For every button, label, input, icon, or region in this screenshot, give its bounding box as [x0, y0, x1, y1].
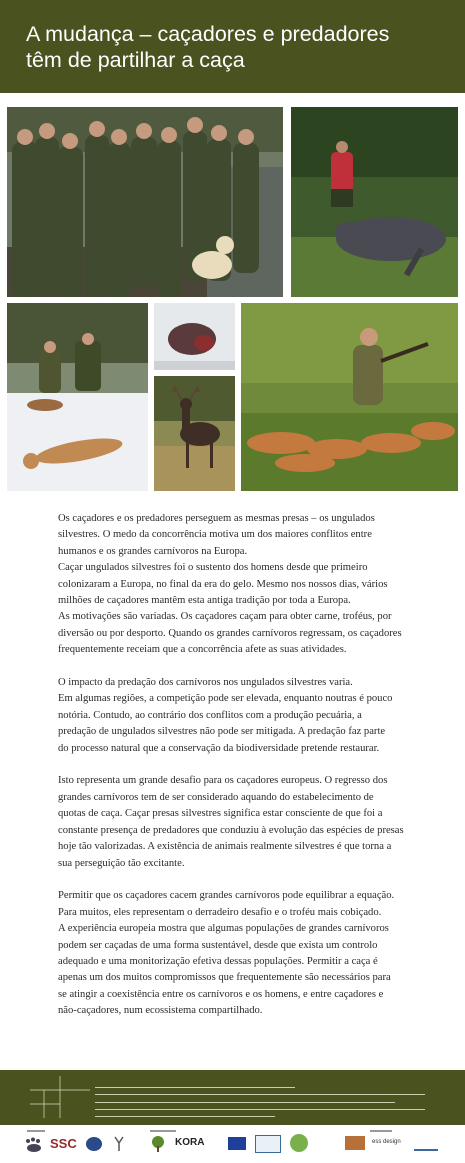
hunters-group-photo: [7, 107, 283, 297]
paragraph-hunting-carnivores: [58, 888, 414, 1019]
text-line: Os caçadores e os predadores perseguem as mesmas presas – os ungulados: [58, 513, 375, 524]
text-line: sua perseguição tão excitante.: [58, 857, 185, 869]
paragraph-competition: [58, 511, 414, 659]
life-logo: [255, 1135, 281, 1153]
eu-flag-icon: [228, 1137, 246, 1150]
text-line: colonizaram a Europa, no final da era do gelo. Mesmo nos nossos dias, vários: [58, 578, 388, 590]
text-line: notória. Contudo, ao contrário dos conflitos com a produção pecuária, a: [58, 709, 362, 721]
text-line: Permitir que os caçadores cacem grandes carnívoros pode equilibrar a equação.: [58, 890, 395, 902]
text-line: A experiência europeia mostra que algumas populações de grandes carnívoros: [58, 923, 389, 935]
logo-group-label: [370, 1130, 392, 1132]
text-line: humanos e os grandes carnívoros na Europa.: [58, 545, 248, 557]
text-line: Para muitos, eles representam o derradeiro desafio e o troféu mais cobiçado.: [58, 906, 382, 918]
ssc-logo: SSC: [50, 1136, 77, 1151]
text-line: não-caçadores, num ecossistema compartilhado.: [58, 1005, 263, 1017]
text-line: adequado e uma monitorização efetiva dessas populações. Permitir a caça é: [58, 955, 378, 967]
text-line: Em algumas regiões, a competição pode ser elevada, enquanto noutras é pouco: [58, 693, 393, 705]
hunters-with-lynx-photo: [7, 303, 148, 491]
text-line: hoje tão valorizadas. A existência de animais realmente silvestres é que torna a: [58, 841, 392, 853]
text-line: do processo natural que a conservação da biodiversidade pretende restaurar.: [58, 742, 380, 754]
page-title-line-1: A mudança – caçadores e predadores: [26, 22, 390, 46]
text-line: podem ser caçadas de uma forma sustentável, desde que exista um controlo: [58, 939, 378, 951]
text-line: apenas um dos muitos compromissos que frequentemente são necessários para: [58, 972, 391, 984]
footer-band: [0, 1070, 465, 1125]
ess-design-logo: ess design: [372, 1139, 401, 1145]
text-line: grandes carnívoros tem de ser considerado aquando do estabelecimento de: [58, 791, 374, 803]
text-line: quotas de caça. Caçar presas silvestres significa estar consciente de que foi a: [58, 808, 383, 820]
page-title-line-2: têm de partilhar a caça: [26, 48, 245, 72]
text-line: predação de ungulados silvestres não pode ser mitigada. A predação faz parte: [58, 726, 386, 738]
photo-credits: [95, 1081, 445, 1117]
text-line: diversão ou por desporto. Quando os grandes carnívoros regressam, os caçadores: [58, 627, 402, 639]
globe-logo: [290, 1134, 308, 1152]
partner-logos: [0, 1125, 465, 1163]
logo-group-label: [27, 1130, 45, 1132]
bloody-carcass-photo: [154, 303, 235, 370]
bridge-logo: [345, 1136, 365, 1150]
page-title: [26, 21, 389, 73]
text-line: milhões de caçadores mantêm esta antiga tradição por toda a Europa.: [58, 595, 351, 607]
title-banner: [0, 0, 465, 93]
text-line: se atingir a coexistência entre os carnívoros e os homens, e entre caçadores e: [58, 988, 384, 1000]
tree-logo-icon: [150, 1135, 166, 1153]
iucn-logo: [86, 1137, 102, 1151]
text-line: constante presença de predadores que conduziu à evolução das espécies de presas: [58, 824, 404, 836]
bear-claw-logo-icon: [24, 1137, 44, 1153]
article-body: [58, 511, 414, 1036]
text-line: As motivações são variadas. Os caçadores caçam para obter carne, troféus, por: [58, 611, 392, 623]
hunter-with-moose-photo: [291, 107, 458, 297]
paragraph-predation-impact: [58, 675, 414, 757]
partner-logo: [414, 1137, 438, 1151]
text-line: frequentemente receiam que a concorrência afete as suas atividades.: [58, 644, 347, 656]
kora-logo: KORA: [175, 1137, 205, 1148]
photo-layout-key-icon: [30, 1076, 90, 1118]
text-line: silvestres. O medo da concorrência motiva um dos maiores conflitos entre: [58, 529, 372, 541]
hunter-with-roe-deer-photo: [241, 303, 458, 491]
text-line: Isto representa um grande desafio para os caçadores europeus. O regresso dos: [58, 775, 388, 787]
deer-logo-icon: [111, 1135, 127, 1153]
paragraph-challenge: [58, 773, 414, 871]
logo-group-label: [150, 1130, 176, 1132]
text-line: O impacto da predação dos carnívoros nos ungulados silvestres varia.: [58, 677, 353, 689]
text-line: Caçar ungulados silvestres foi o sustento dos homens desde que primeiro: [58, 562, 368, 574]
red-deer-stag-photo: [154, 376, 235, 491]
